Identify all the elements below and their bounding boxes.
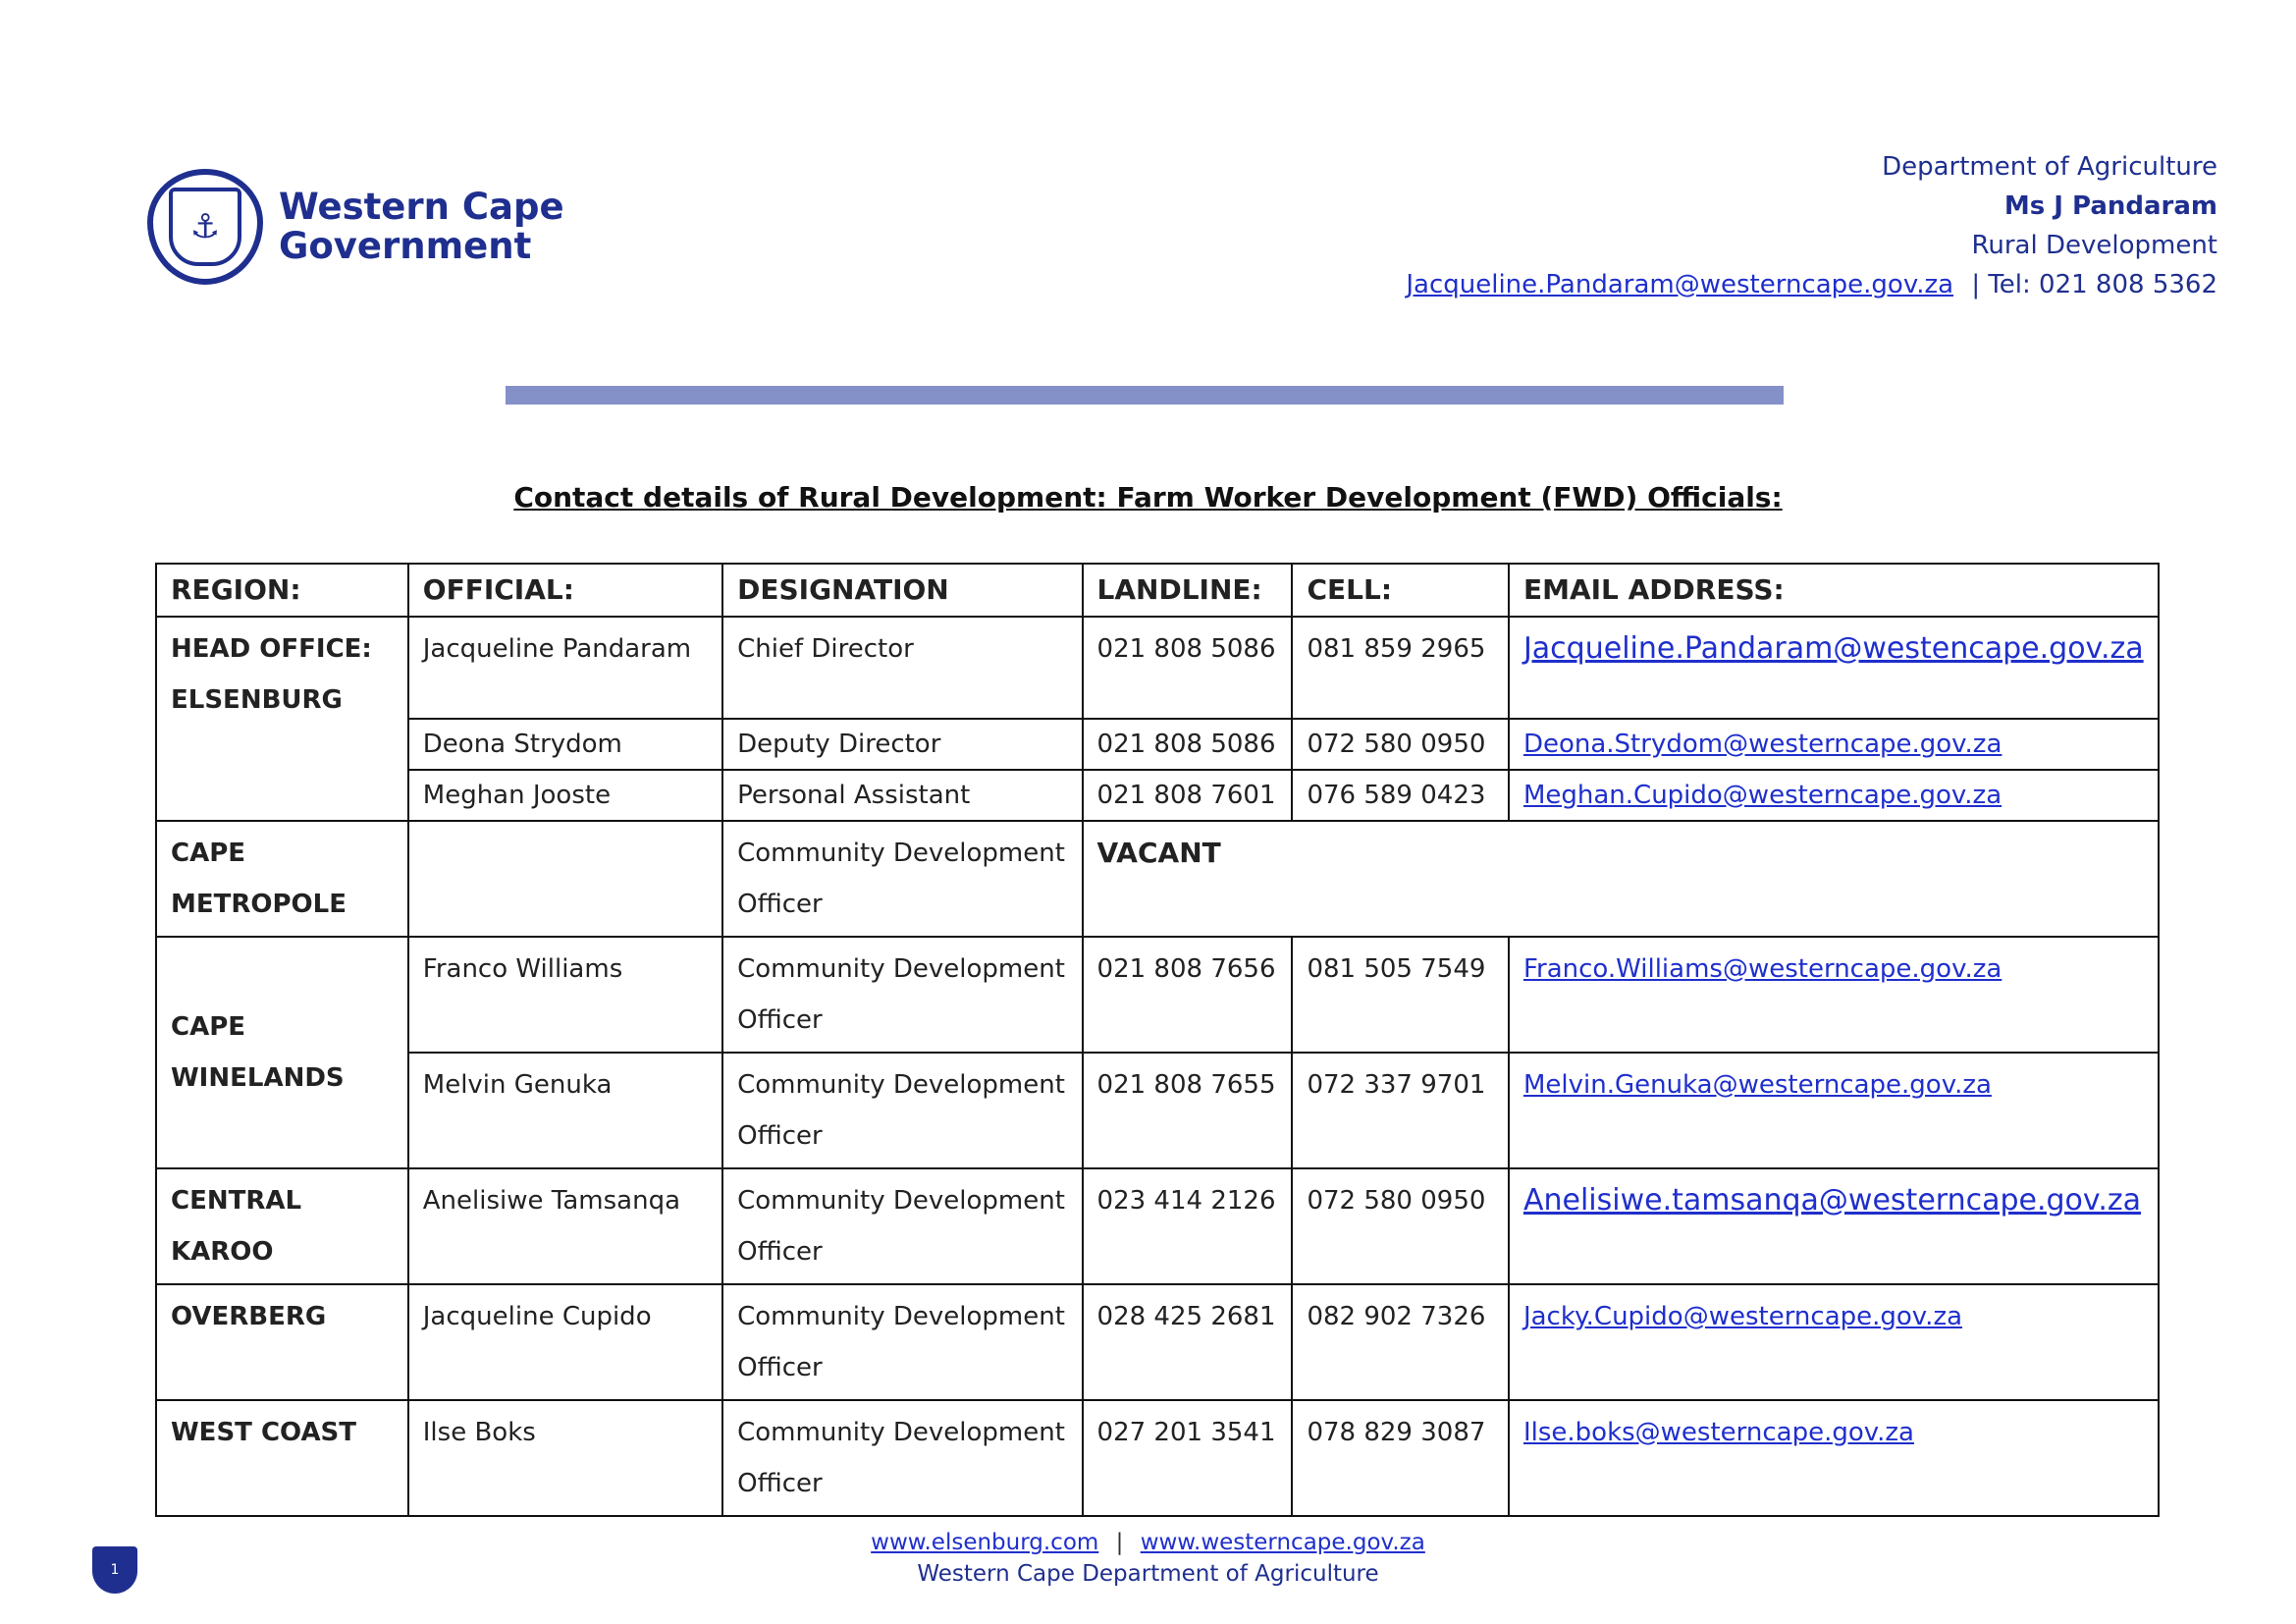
shield-emblem: ⚓ (169, 188, 241, 266)
email-cell (1509, 617, 2159, 719)
contact-line (1406, 265, 2217, 304)
email-cell (1509, 1284, 2159, 1400)
header-divider-bar (506, 386, 1784, 405)
government-logo (147, 169, 564, 285)
email-link[interactable]: Deona.Strydom@westerncape.gov.za (1522, 730, 2002, 759)
cell-number-cell: 081 505 7549 (1292, 937, 1509, 1053)
email-cell (1509, 1053, 2159, 1168)
logo-line-2: Government (279, 225, 532, 267)
table-row (156, 1168, 2159, 1284)
table-row (156, 770, 2159, 821)
official-cell: Jacqueline Cupido (408, 1284, 722, 1400)
header-landline: LANDLINE: (1083, 564, 1293, 617)
designation-cell: Chief Director (722, 617, 1082, 719)
designation-cell: Community Development Officer (722, 937, 1082, 1053)
landline-cell: 023 414 2126 (1083, 1168, 1293, 1284)
logo-line-1: Western Cape (279, 186, 564, 228)
header-email-link[interactable]: Jacqueline.Pandaram@westerncape.gov.za (1406, 270, 1954, 299)
header-email: EMAIL ADDRESS: (1509, 564, 2159, 617)
page-number-badge: 1 (92, 1546, 137, 1594)
footer-link-westerncape[interactable]: www.westerncape.gov.za (1140, 1530, 1425, 1555)
table-row (156, 1053, 2159, 1168)
email-cell (1509, 770, 2159, 821)
header-telephone: | Tel: 021 808 5362 (1971, 270, 2217, 299)
cell-number-cell: 078 829 3087 (1292, 1400, 1509, 1516)
table-row (156, 719, 2159, 770)
email-link[interactable]: Jacky.Cupido@westerncape.gov.za (1522, 1302, 1963, 1331)
email-cell (1509, 719, 2159, 770)
region-cell (156, 821, 408, 937)
landline-cell: 021 808 7655 (1083, 1053, 1293, 1168)
region-cell (156, 937, 408, 1168)
region-label: METROPOLE (171, 890, 347, 919)
footer-organisation: Western Cape Department of Agriculture (917, 1561, 1379, 1587)
landline-cell: 021 808 7601 (1083, 770, 1293, 821)
email-link[interactable]: Melvin.Genuka@westerncape.gov.za (1522, 1070, 1992, 1100)
page-footer (0, 1527, 2296, 1590)
designation-cell: Community Development Officer (722, 1400, 1082, 1516)
official-cell (408, 821, 722, 937)
department-name: Department of Agriculture (1882, 152, 2217, 182)
landline-cell: 021 808 7656 (1083, 937, 1293, 1053)
email-link[interactable]: Jacqueline.Pandaram@westencape.gov.za (1522, 631, 2144, 666)
email-link[interactable]: Meghan.Cupido@westerncape.gov.za (1522, 781, 2002, 810)
landline-cell: 021 808 5086 (1083, 719, 1293, 770)
email-cell (1509, 1168, 2159, 1284)
region-label: CAPE (171, 839, 246, 868)
cell-number-cell: 072 580 0950 (1292, 719, 1509, 770)
designation-cell: Personal Assistant (722, 770, 1082, 821)
designation-cell: Community Development Officer (722, 1053, 1082, 1168)
official-cell: Meghan Jooste (408, 770, 722, 821)
region-label: CAPE (171, 1012, 246, 1042)
region-cell: OVERBERG (156, 1284, 408, 1400)
table-header-row (156, 564, 2159, 617)
header-designation: DESIGNATION (722, 564, 1082, 617)
letterhead-contact (1406, 147, 2217, 304)
email-link[interactable]: Anelisiwe.tamsanqa@westerncape.gov.za (1522, 1183, 2142, 1218)
designation-cell: Deputy Director (722, 719, 1082, 770)
designation-cell: Community Development Officer (722, 1168, 1082, 1284)
official-cell: Melvin Genuka (408, 1053, 722, 1168)
coat-of-arms-icon (147, 169, 263, 285)
landline-cell: 021 808 5086 (1083, 617, 1293, 719)
landline-cell: 027 201 3541 (1083, 1400, 1293, 1516)
cell-number-cell: 076 589 0423 (1292, 770, 1509, 821)
email-link[interactable]: Ilse.boks@westerncape.gov.za (1522, 1418, 1914, 1447)
official-cell: Jacqueline Pandaram (408, 617, 722, 719)
vacant-cell: VACANT (1083, 821, 2159, 937)
cell-number-cell: 072 580 0950 (1292, 1168, 1509, 1284)
cell-number-cell: 072 337 9701 (1292, 1053, 1509, 1168)
contact-person-name: Ms J Pandaram (2003, 191, 2217, 221)
header-cell: CELL: (1292, 564, 1509, 617)
region-cell: WEST COAST (156, 1400, 408, 1516)
region-label: HEAD OFFICE: (171, 634, 372, 664)
header-region: REGION: (156, 564, 408, 617)
logo-text (279, 188, 564, 266)
cell-number-cell: 082 902 7326 (1292, 1284, 1509, 1400)
table-row (156, 1400, 2159, 1516)
header-official: OFFICIAL: (408, 564, 722, 617)
email-cell (1509, 1400, 2159, 1516)
designation-cell: Community Development Officer (722, 821, 1082, 937)
contacts-table (155, 563, 2160, 1517)
region-label: ELSENBURG (171, 685, 343, 715)
region-label: WINELANDS (171, 1063, 345, 1093)
footer-separator: | (1115, 1530, 1124, 1555)
table-row (156, 1284, 2159, 1400)
table-row (156, 617, 2159, 719)
table-row (156, 937, 2159, 1053)
region-cell (156, 617, 408, 821)
official-cell: Franco Williams (408, 937, 722, 1053)
footer-link-elsenburg[interactable]: www.elsenburg.com (871, 1530, 1099, 1555)
official-cell: Deona Strydom (408, 719, 722, 770)
official-cell: Ilse Boks (408, 1400, 722, 1516)
designation-cell: Community Development Officer (722, 1284, 1082, 1400)
region-cell: CENTRAL KAROO (156, 1168, 408, 1284)
table-row (156, 821, 2159, 937)
official-cell: Anelisiwe Tamsanqa (408, 1168, 722, 1284)
landline-cell: 028 425 2681 (1083, 1284, 1293, 1400)
footer-links (0, 1527, 2296, 1558)
document-title: Contact details of Rural Development: Farm Worker Development (FWD) Officials: (513, 481, 1783, 514)
unit-name: Rural Development (1971, 231, 2217, 260)
email-link[interactable]: Franco.Williams@westerncape.gov.za (1522, 954, 2002, 984)
cell-number-cell: 081 859 2965 (1292, 617, 1509, 719)
email-cell (1509, 937, 2159, 1053)
